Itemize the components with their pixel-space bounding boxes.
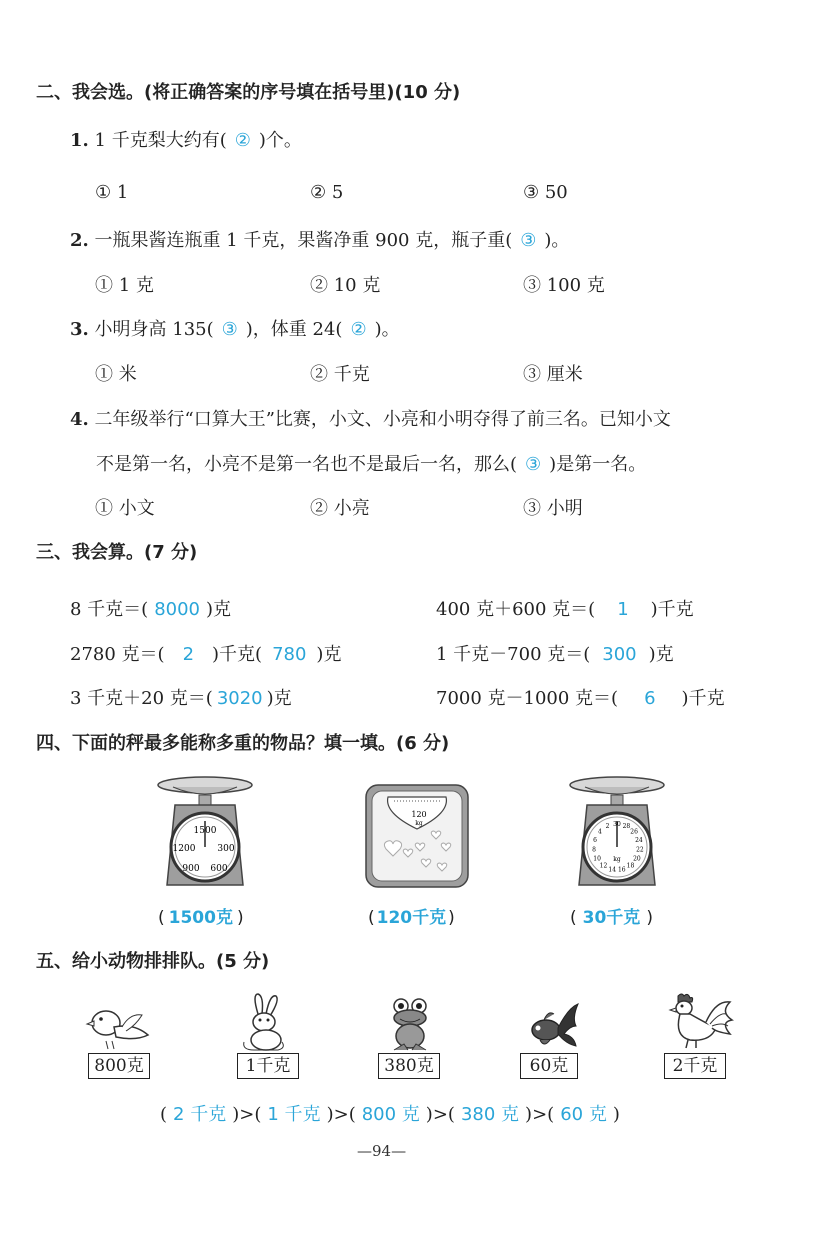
- answer: 800 克: [361, 1104, 420, 1125]
- animal-weight-label: 800克: [88, 1053, 150, 1079]
- option-1: ① 1: [95, 182, 129, 203]
- scale-tick: 20: [633, 855, 641, 863]
- answer: 2: [182, 644, 195, 665]
- question-text: 一瓶果酱连瓶重 1 千克，果酱净重 900 克，瓶子重(: [94, 230, 513, 251]
- scale-tick: 12: [599, 862, 608, 870]
- calc-row-1-right: [436, 595, 694, 621]
- calc-text: 3 千克＋20 克＝(: [70, 688, 213, 709]
- page-number: —94—: [357, 1142, 407, 1160]
- scale-tick: 10: [593, 855, 601, 863]
- scale-tick: 6: [593, 836, 598, 844]
- scale-2-answer: ( 120千克 ): [368, 908, 455, 928]
- answer: 30千克: [582, 908, 641, 928]
- scale-tick: 300: [217, 844, 235, 854]
- calc-row-2-right: [436, 640, 674, 666]
- option-3: ③ 小明: [523, 498, 583, 519]
- question-4-line-2: [96, 450, 646, 476]
- calc-text: 2780 克＝(: [70, 644, 165, 665]
- question-text: 二年级举行“口算大王”比赛，小文、小亮和小明夺得了前三名。已知小文: [94, 409, 671, 430]
- answer: ②: [350, 319, 367, 340]
- option-2: ② 10 克: [310, 275, 381, 296]
- option-2: ② 千克: [310, 364, 370, 385]
- calc-text: )克: [206, 599, 232, 620]
- greater-than: >: [532, 1104, 548, 1125]
- greater-than: >: [333, 1104, 349, 1125]
- scale-unit: kg: [415, 820, 423, 827]
- option-2: ② 小亮: [310, 498, 370, 519]
- question-text: )，体重 24(: [245, 319, 343, 340]
- scale-tick: 22: [636, 846, 644, 854]
- calc-row-3-right: [436, 684, 725, 710]
- question-number: 3.: [70, 319, 89, 340]
- question-text: 小明身高 135(: [94, 319, 214, 340]
- answer: 120千克: [376, 908, 447, 928]
- option-3: ③ 厘米: [523, 364, 583, 385]
- answer: 1 千克: [267, 1104, 321, 1125]
- question-text: 1 千克梨大约有(: [94, 130, 227, 151]
- calc-text: 400 克＋600 克＝(: [436, 599, 596, 620]
- calc-text: 8 千克＝(: [70, 599, 149, 620]
- question-2: [70, 226, 569, 252]
- scale-3-answer: ( 30千克 ): [570, 908, 653, 928]
- scale-tick: 16: [617, 866, 626, 874]
- section-5-title: 五、给小动物排排队。(5 分): [36, 951, 270, 972]
- scale-tick: 120: [411, 810, 427, 819]
- kitchen-scale-1-icon: [155, 775, 255, 890]
- question-text: 不是第一名，小亮不是第一名也不是最后一名，那么(: [96, 454, 518, 475]
- scale-tick: 900: [182, 864, 200, 874]
- answer: 300: [602, 644, 637, 665]
- bathroom-scale-icon: [364, 783, 470, 889]
- calc-row-1-left: [70, 595, 231, 621]
- calc-row-2-left: [70, 640, 341, 666]
- section-2-title: 二、我会选。(将正确答案的序号填在括号里)(10 分): [36, 82, 461, 103]
- animal-weight-label: 2千克: [664, 1053, 726, 1079]
- scale-tick: 26: [630, 828, 638, 836]
- scale-tick: 2: [605, 823, 610, 830]
- question-3: [70, 315, 400, 341]
- section-4-title: 四、下面的秤最多能称多重的物品？填一填。(6 分): [36, 733, 450, 754]
- section-3-title: 三、我会算。(7 分): [36, 542, 198, 563]
- greater-than: >: [239, 1104, 255, 1125]
- answer: 1: [617, 599, 629, 620]
- question-text: )个。: [258, 130, 302, 151]
- calc-text: 7000 克－1000 克＝(: [436, 688, 619, 709]
- answer: 6: [644, 688, 656, 709]
- scale-tick: 28: [622, 823, 631, 830]
- question-number: 4.: [70, 409, 89, 430]
- frog-icon: [388, 998, 432, 1052]
- bird-icon: [86, 1005, 152, 1051]
- calc-text: )千克: [650, 599, 694, 620]
- question-1: [70, 126, 302, 152]
- animal-weight-label: 60克: [520, 1053, 578, 1079]
- answer: 3020: [216, 688, 263, 709]
- calc-text: )克: [316, 644, 342, 665]
- calc-row-3-left: [70, 684, 292, 710]
- calc-text: 1 千克－700 克＝(: [436, 644, 591, 665]
- scale-tick: 8: [592, 846, 597, 854]
- scale-unit: kg: [613, 856, 621, 863]
- option-3: ③ 50: [523, 182, 568, 203]
- answer: ③: [221, 319, 238, 340]
- animal-weight-label: 1千克: [237, 1053, 299, 1079]
- scale-tick: 1200: [172, 844, 196, 854]
- answer: 60 克: [560, 1104, 607, 1125]
- scale-tick: 600: [210, 864, 228, 874]
- question-text: )是第一名。: [549, 454, 647, 475]
- scale-tick: 4: [597, 828, 602, 836]
- answer: 1500克: [168, 908, 233, 928]
- scale-tick: 18: [626, 862, 635, 870]
- option-1: ① 1 克: [95, 275, 154, 296]
- question-number: 2.: [70, 230, 89, 251]
- answer: 780: [272, 644, 307, 665]
- answer: 8000: [154, 599, 201, 620]
- scale-tick: 1500: [193, 826, 217, 836]
- scale-tick: 14: [608, 866, 617, 874]
- option-3: ③ 100 克: [523, 275, 605, 296]
- rabbit-icon: [238, 992, 292, 1052]
- option-2: ② 5: [310, 182, 344, 203]
- question-4: [70, 405, 671, 431]
- scale-tick: 30: [613, 821, 621, 828]
- calc-text: )克: [266, 688, 292, 709]
- answer: ③: [525, 454, 542, 475]
- calc-text: )千克(: [212, 644, 263, 665]
- scale-1-answer: ( 1500克 ): [158, 908, 244, 928]
- rooster-icon: [660, 992, 734, 1050]
- answer: ③: [520, 230, 537, 251]
- calc-text: )千克: [681, 688, 725, 709]
- greater-than: >: [432, 1104, 448, 1125]
- scale-tick: 24: [635, 836, 643, 844]
- option-1: ① 米: [95, 364, 137, 385]
- goldfish-icon: [524, 1000, 580, 1050]
- option-1: ① 小文: [95, 498, 155, 519]
- calc-text: )克: [648, 644, 674, 665]
- animal-weight-label: 380克: [378, 1053, 440, 1079]
- answer: ②: [234, 130, 251, 151]
- ordering-answer: ( 2 千克 )>( 1 千克 )>( 800 克 )>( 380 克 )>( 60 克 ): [160, 1104, 620, 1125]
- question-text: )。: [374, 319, 400, 340]
- kitchen-scale-2-icon: [567, 775, 667, 890]
- question-text: )。: [544, 230, 570, 251]
- answer: 380 克: [460, 1104, 520, 1125]
- answer: 2 千克: [173, 1104, 227, 1125]
- question-number: 1.: [70, 130, 89, 151]
